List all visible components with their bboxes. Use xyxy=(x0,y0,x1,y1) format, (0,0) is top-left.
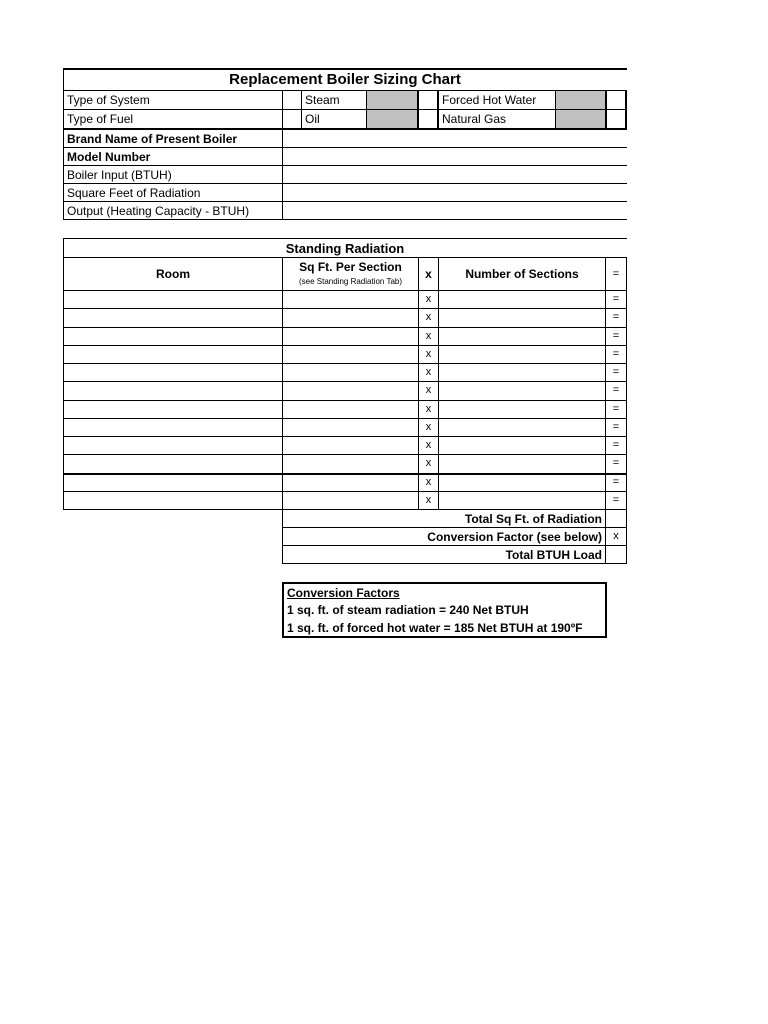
oil-checkbox[interactable] xyxy=(283,110,301,128)
shaded-cell xyxy=(367,91,417,129)
number-of-sections-field[interactable] xyxy=(439,401,605,418)
system-type-label: Type of System xyxy=(67,93,150,107)
multiply-symbol: x xyxy=(425,384,432,397)
equals-symbol: = xyxy=(612,457,620,470)
room-field[interactable] xyxy=(64,382,282,399)
sqft-per-section-field[interactable] xyxy=(283,328,418,345)
fuel-extra-checkbox[interactable] xyxy=(607,110,625,128)
radiation-title: Standing Radiation xyxy=(285,240,405,256)
sqft-per-section-field[interactable] xyxy=(283,309,418,326)
col-room-header: Room xyxy=(156,267,190,281)
room-field[interactable] xyxy=(64,455,282,472)
number-of-sections-field[interactable] xyxy=(439,419,605,436)
fuel-type-label: Type of Fuel xyxy=(67,112,134,126)
forced-hot-water-option-label: Forced Hot Water xyxy=(442,93,537,107)
equals-symbol: = xyxy=(612,439,620,452)
sqft-per-section-field[interactable] xyxy=(283,437,418,454)
equals-symbol: = xyxy=(612,347,620,360)
steam-option-label: Steam xyxy=(305,93,340,107)
oil-option-label: Oil xyxy=(305,112,320,126)
col-sqft-header xyxy=(283,258,418,290)
room-field[interactable] xyxy=(64,364,282,381)
boiler-input-field[interactable] xyxy=(283,166,626,183)
total-btuh-field[interactable] xyxy=(606,546,626,563)
brand-name-label: Brand Name of Present Boiler xyxy=(67,131,238,146)
steam-checkbox[interactable] xyxy=(283,91,301,109)
number-of-sections-field[interactable] xyxy=(439,364,605,381)
forced-hot-water-checkbox[interactable] xyxy=(419,91,437,109)
total-sqft-label: Total Sq Ft. of Radiation xyxy=(464,511,602,526)
multiply-symbol: x xyxy=(425,366,432,379)
number-of-sections-field[interactable] xyxy=(439,492,605,509)
col-sqft-label: Sq Ft. Per Section xyxy=(299,260,402,274)
room-field[interactable] xyxy=(64,291,282,308)
sqft-per-section-field[interactable] xyxy=(283,401,418,418)
multiply-symbol: x xyxy=(425,493,432,506)
conversion-factors-title: Conversion Factors xyxy=(287,585,400,600)
equals-symbol: = xyxy=(612,493,620,506)
brand-name-field[interactable] xyxy=(283,130,626,147)
multiply-symbol: x xyxy=(425,311,432,324)
room-field[interactable] xyxy=(64,401,282,418)
system-extra-checkbox[interactable] xyxy=(607,91,625,109)
room-field[interactable] xyxy=(64,419,282,436)
number-of-sections-field[interactable] xyxy=(439,346,605,363)
multiply-symbol: x xyxy=(425,402,432,415)
sqft-per-section-field[interactable] xyxy=(283,419,418,436)
equals-symbol: = xyxy=(612,420,620,433)
equals-symbol: = xyxy=(612,293,620,306)
room-field[interactable] xyxy=(64,328,282,345)
col-sections-header: Number of Sections xyxy=(465,267,579,281)
sqft-per-section-field[interactable] xyxy=(283,364,418,381)
multiply-symbol: x xyxy=(425,329,432,342)
model-number-label: Model Number xyxy=(67,149,151,164)
model-number-field[interactable] xyxy=(283,148,626,165)
sqft-per-section-field[interactable] xyxy=(283,492,418,509)
number-of-sections-field[interactable] xyxy=(439,437,605,454)
equals-symbol: = xyxy=(612,402,620,415)
number-of-sections-field[interactable] xyxy=(439,382,605,399)
output-capacity-field[interactable] xyxy=(283,202,626,219)
room-field[interactable] xyxy=(64,474,282,491)
multiply-symbol: x xyxy=(425,420,432,433)
equals-symbol: = xyxy=(612,366,620,379)
col-x-header: x xyxy=(425,267,432,281)
square-feet-label: Square Feet of Radiation xyxy=(67,185,201,200)
multiply-symbol: x xyxy=(425,293,432,306)
page-title: Replacement Boiler Sizing Chart xyxy=(229,70,461,88)
sqft-per-section-field[interactable] xyxy=(283,291,418,308)
number-of-sections-field[interactable] xyxy=(439,455,605,472)
multiply-symbol: x xyxy=(425,475,432,488)
equals-symbol: = xyxy=(612,329,620,342)
steam-conversion-line: 1 sq. ft. of steam radiation = 240 Net BTUH xyxy=(287,602,529,617)
sqft-per-section-field[interactable] xyxy=(283,455,418,472)
sqft-per-section-field[interactable] xyxy=(283,346,418,363)
equals-symbol: = xyxy=(612,311,620,324)
equals-symbol: = xyxy=(612,384,620,397)
boiler-input-label: Boiler Input (BTUH) xyxy=(67,167,172,182)
room-field[interactable] xyxy=(64,492,282,509)
number-of-sections-field[interactable] xyxy=(439,309,605,326)
room-field[interactable] xyxy=(64,346,282,363)
conversion-factor-symbol: x xyxy=(613,530,619,542)
multiply-symbol: x xyxy=(425,347,432,360)
sqft-per-section-field[interactable] xyxy=(283,474,418,491)
output-capacity-label: Output (Heating Capacity - BTUH) xyxy=(67,203,250,218)
number-of-sections-field[interactable] xyxy=(439,474,605,491)
total-btuh-label: Total BTUH Load xyxy=(505,547,602,562)
square-feet-field[interactable] xyxy=(283,184,626,201)
equals-symbol: = xyxy=(612,475,620,488)
col-sqft-note: (see Standing Radiation Tab) xyxy=(298,276,403,286)
room-field[interactable] xyxy=(64,309,282,326)
sqft-per-section-field[interactable] xyxy=(283,382,418,399)
total-sqft-field[interactable] xyxy=(606,510,626,527)
conversion-factors-box xyxy=(282,582,607,638)
multiply-symbol: x xyxy=(425,439,432,452)
hot-water-conversion-line: 1 sq. ft. of forced hot water = 185 Net BTUH at 190ºF xyxy=(287,620,583,635)
natural-gas-option-label: Natural Gas xyxy=(442,112,507,126)
shaded-cell xyxy=(556,91,605,129)
number-of-sections-field[interactable] xyxy=(439,291,605,308)
multiply-symbol: x xyxy=(425,457,432,470)
room-field[interactable] xyxy=(64,437,282,454)
number-of-sections-field[interactable] xyxy=(439,328,605,345)
col-eq-header: = xyxy=(612,267,620,280)
natural-gas-checkbox[interactable] xyxy=(419,110,437,128)
conversion-factor-label: Conversion Factor (see below) xyxy=(427,529,602,544)
